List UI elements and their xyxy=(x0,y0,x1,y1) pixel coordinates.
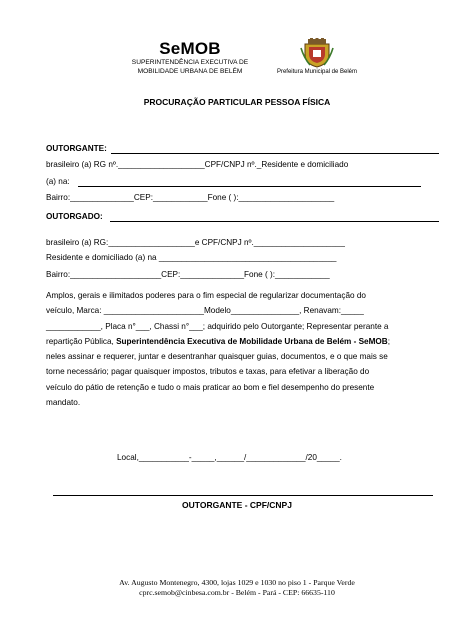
outorgante-name-line xyxy=(111,153,439,154)
semob-logo-subtitle-1: SUPERINTENDÊNCIA EXECUTIVA DE xyxy=(131,59,249,66)
prefeitura-logo xyxy=(262,38,372,75)
outorgado-line-2: Residente e domiciliado (a) na _______________________________________ xyxy=(46,253,337,262)
semob-logo-subtitle-2: MOBILIDADE URBANA DE BELÉM xyxy=(137,67,243,75)
footer-address: Av. Augusto Montenegro, 4300, lojas 1029 e 1030 no piso 1 - Parque Verde xyxy=(119,578,355,587)
outorgante-line-1: brasileiro (a) RG nº.___________________CPF/CNPJ nº._Residente e domiciliado xyxy=(46,160,349,169)
body-line-8: mandato. xyxy=(46,398,81,408)
outorgante-address-line xyxy=(78,186,421,187)
body-line-3: ____________, Placa n°___, Chassi n°___; adquirido pelo Outorgante; Representar perante a xyxy=(46,321,389,331)
body-line-1: Amplos, gerais e ilimitados poderes para o fim especial de regularizar documentação do xyxy=(46,291,366,300)
outorgante-line-3: Bairro:______________CEP:____________Fone ( ):_____________________ xyxy=(46,193,335,202)
body-line-5: neles assinar e requerer, juntar e desentranhar quaisquer guias, documentos, e o que mais se xyxy=(46,352,388,362)
semob-logo xyxy=(120,40,260,75)
prefeitura-label: Prefeitura Municipal de Belém xyxy=(276,69,358,75)
outorgado-name-line xyxy=(110,221,439,222)
body-line-4-bold: Superintendência Executiva de Mobilidade Urbana de Belém - SeMOB xyxy=(116,336,388,346)
body-line-2: veículo, Marca: ______________________Modelo_______________, Renavam:_____ xyxy=(46,306,364,316)
local-date-line: Local,___________-_____,______/_____________/20_____. xyxy=(117,453,342,462)
outorgante-line-2: (a) na: xyxy=(46,177,70,186)
outorgado-label: OUTORGADO: xyxy=(46,212,103,221)
coat-of-arms-icon xyxy=(300,38,334,68)
semob-logo-name: SeMOB xyxy=(159,39,221,58)
outorgado-line-3: Bairro:____________________CEP:______________Fone ( ):____________ xyxy=(46,270,330,279)
outorgado-line-1: brasileiro (a) RG:___________________e CPF/CNPJ nº.____________________ xyxy=(46,238,345,247)
signature-label: OUTORGANTE - CPF/CNPJ xyxy=(182,500,292,510)
body-line-4-post: ; xyxy=(387,336,390,346)
outorgante-label: OUTORGANTE: xyxy=(46,144,107,153)
body-line-4 xyxy=(46,334,458,349)
body-line-7: veículo do pátio de retenção e tudo o mais praticar ao bom e fiel desempenho do presente xyxy=(46,382,375,392)
document-title: PROCURAÇÃO PARTICULAR PESSOA FÍSICA xyxy=(143,97,331,107)
body-line-6: torne necessário; pagar quaisquer impostos, tributos e taxas, para efetivar a liberação do xyxy=(46,367,370,377)
body-line-4-pre: repartição Pública, xyxy=(46,336,117,346)
body-paragraph xyxy=(46,288,458,410)
signature-line xyxy=(53,495,433,496)
footer-contact: cprc.semob@cinbesa.com.br - Belém - Pará - CEP: 66635-110 xyxy=(139,588,335,597)
